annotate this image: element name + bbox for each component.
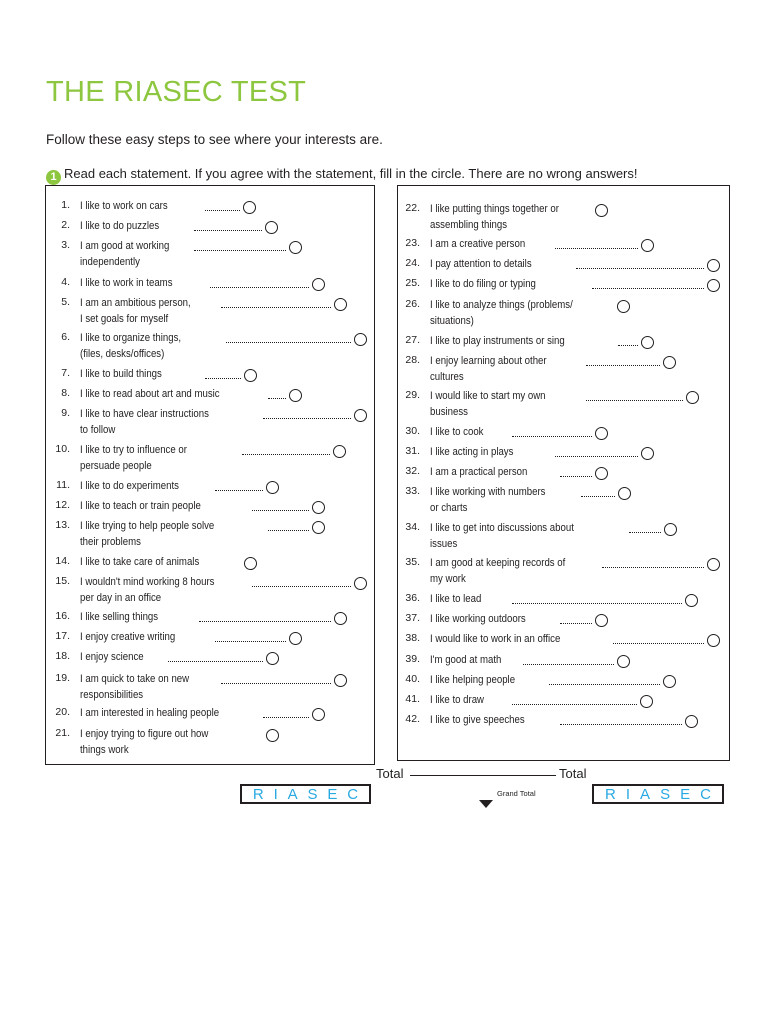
total-label-right: Total <box>559 766 587 781</box>
question-number: 39. <box>405 653 420 665</box>
question-text: I wouldn't mind working 8 hours <box>80 576 215 588</box>
answer-circle[interactable] <box>618 487 631 500</box>
question-number: 33. <box>405 485 420 497</box>
question-text: I like to do experiments <box>80 480 179 492</box>
question-text: I like to do puzzles <box>80 220 160 232</box>
question-text: I like to teach or train people <box>80 500 201 512</box>
question-number: 17. <box>55 630 70 642</box>
question-text: assembling things <box>430 219 508 231</box>
question-text: their problems <box>80 536 141 548</box>
question-text: I like to take care of animals <box>80 556 200 568</box>
riasec-totals-left <box>240 784 371 804</box>
dotted-leader <box>205 378 241 379</box>
question-text: I like to get into discussions about <box>430 522 574 534</box>
riasec-letter-i: I <box>273 785 278 803</box>
question-text: I like helping people <box>430 674 516 686</box>
answer-circle[interactable] <box>707 558 720 571</box>
dotted-leader <box>523 664 614 665</box>
question-number: 18. <box>55 650 70 662</box>
answer-circle[interactable] <box>595 614 608 627</box>
answer-circle[interactable] <box>595 467 608 480</box>
answer-circle[interactable] <box>595 204 608 217</box>
question-number: 27. <box>405 334 420 346</box>
question-text: I enjoy trying to figure out how <box>80 728 209 740</box>
question-text: I would like to start my own <box>430 390 546 402</box>
dotted-leader <box>268 530 309 531</box>
answer-circle[interactable] <box>334 298 347 311</box>
question-number: 28. <box>405 354 420 366</box>
question-number: 25. <box>405 277 420 289</box>
dotted-leader <box>221 683 332 684</box>
question-text: I am a practical person <box>430 466 528 478</box>
dotted-leader <box>205 210 240 211</box>
answer-circle[interactable] <box>641 336 654 349</box>
grand-total-label: Grand Total <box>497 789 536 798</box>
dotted-leader <box>613 643 704 644</box>
question-number: 11. <box>56 479 70 491</box>
question-text: I am quick to take on new <box>80 673 190 685</box>
answer-circle[interactable] <box>312 521 325 534</box>
riasec-letter-i: I <box>625 785 631 803</box>
question-text: I like to draw <box>430 694 485 706</box>
intro-text: Follow these easy steps to see where your interests are. <box>46 132 383 147</box>
question-number: 8. <box>61 387 70 399</box>
question-text: I like to cook <box>430 426 484 438</box>
answer-circle[interactable] <box>243 201 256 214</box>
question-text: I like working with numbers <box>430 486 546 498</box>
question-text: I am good at working <box>80 240 170 252</box>
answer-circle[interactable] <box>334 674 347 687</box>
question-number: 4. <box>61 276 70 288</box>
dotted-leader <box>592 288 704 289</box>
question-number: 20. <box>55 706 70 718</box>
riasec-letter-e: E <box>327 785 338 803</box>
riasec-letter-r: R <box>252 785 264 803</box>
step-1-text: Read each statement. If you agree with the statement, fill in the circle. There are no wrong answers! <box>64 166 638 181</box>
question-text: I am interested in healing people <box>80 707 220 719</box>
answer-circle[interactable] <box>265 221 278 234</box>
dotted-leader <box>215 641 286 642</box>
answer-circle[interactable] <box>685 594 698 607</box>
question-number: 23. <box>405 237 420 249</box>
answer-circle[interactable] <box>244 369 257 382</box>
dotted-leader <box>210 287 309 288</box>
question-text: I like to give speeches <box>430 714 525 726</box>
question-text: things work <box>80 744 129 756</box>
answer-circle[interactable] <box>244 557 257 570</box>
question-text: I like to lead <box>430 593 482 605</box>
answer-circle[interactable] <box>707 259 720 272</box>
question-number: 15. <box>55 575 70 587</box>
dotted-leader <box>560 476 592 477</box>
question-text: I like selling things <box>80 611 159 623</box>
page-title: THE RIASEC TEST <box>46 76 307 108</box>
step-1-instruction <box>46 166 638 185</box>
question-text: I like to play instruments or sing <box>430 335 565 347</box>
dotted-leader <box>215 490 263 491</box>
question-text: I am good at keeping records of <box>430 557 566 569</box>
question-number: 37. <box>405 612 420 624</box>
dotted-leader <box>555 248 638 249</box>
question-text: I enjoy creative writing <box>80 631 176 643</box>
question-text: I like to organize things, <box>80 332 182 344</box>
question-number: 13. <box>55 519 70 531</box>
dotted-leader <box>581 496 615 497</box>
question-text: business <box>430 406 468 418</box>
question-number: 7. <box>61 367 70 379</box>
dotted-leader <box>221 307 332 308</box>
answer-circle[interactable] <box>312 278 325 291</box>
riasec-letter-c: C <box>347 785 359 803</box>
answer-circle[interactable] <box>312 501 325 514</box>
question-text: I would like to work in an office <box>430 633 561 645</box>
question-number: 2. <box>61 219 70 231</box>
answer-circle[interactable] <box>641 239 654 252</box>
answer-circle[interactable] <box>354 333 367 346</box>
dotted-leader <box>252 586 351 587</box>
question-text: I enjoy learning about other <box>430 355 547 367</box>
dotted-leader <box>586 400 683 401</box>
question-text: I like working outdoors <box>430 613 526 625</box>
answer-circle[interactable] <box>266 652 279 665</box>
answer-circle[interactable] <box>707 279 720 292</box>
riasec-totals-right <box>592 784 724 804</box>
answer-circle[interactable] <box>266 481 279 494</box>
answer-circle[interactable] <box>354 577 367 590</box>
dotted-leader <box>512 436 592 437</box>
dotted-leader <box>226 342 351 343</box>
question-text: I like to work in teams <box>80 277 173 289</box>
dotted-leader <box>512 704 637 705</box>
question-number: 29. <box>405 389 420 401</box>
answer-circle[interactable] <box>334 612 347 625</box>
answer-circle[interactable] <box>595 427 608 440</box>
dotted-leader <box>555 456 638 457</box>
question-number: 42. <box>405 713 420 725</box>
question-text: or charts <box>430 502 468 514</box>
dotted-leader <box>263 717 309 718</box>
answer-circle[interactable] <box>266 729 279 742</box>
question-number: 32. <box>405 465 420 477</box>
question-text: I like to read about art and music <box>80 388 220 400</box>
question-text: my work <box>430 573 466 585</box>
answer-circle[interactable] <box>686 391 699 404</box>
riasec-letter-a: A <box>287 785 298 803</box>
question-text: situations) <box>430 315 474 327</box>
dotted-leader <box>199 621 331 622</box>
dotted-leader <box>602 567 704 568</box>
question-text: cultures <box>430 371 464 383</box>
question-text: (files, desks/offices) <box>80 348 165 360</box>
dotted-leader <box>194 250 286 251</box>
question-text: I like putting things together or <box>430 203 559 215</box>
question-text: I'm good at math <box>430 654 502 666</box>
answer-circle[interactable] <box>641 447 654 460</box>
question-number: 41. <box>405 693 420 705</box>
answer-circle[interactable] <box>707 634 720 647</box>
dotted-leader <box>618 345 638 346</box>
question-text: I like to try to influence or <box>80 444 187 456</box>
question-number: 38. <box>405 632 420 644</box>
answer-circle[interactable] <box>312 708 325 721</box>
question-text: I like to analyze things (problems/ <box>430 299 573 311</box>
question-text: issues <box>430 538 458 550</box>
question-number: 21. <box>55 727 70 739</box>
answer-circle[interactable] <box>289 632 302 645</box>
question-text: I enjoy science <box>80 651 144 663</box>
question-number: 9. <box>61 407 70 419</box>
question-number: 34. <box>405 521 420 533</box>
answer-circle[interactable] <box>664 523 677 536</box>
answer-circle[interactable] <box>640 695 653 708</box>
dotted-leader <box>194 230 262 231</box>
question-number: 22. <box>405 202 420 214</box>
total-label-left: Total <box>376 766 404 781</box>
dotted-leader <box>242 454 330 455</box>
question-text: I like to work on cars <box>80 200 168 212</box>
question-number: 3. <box>61 239 70 251</box>
question-number: 35. <box>405 556 420 568</box>
question-number: 36. <box>405 592 420 604</box>
dotted-leader <box>560 623 592 624</box>
dotted-leader <box>629 532 661 533</box>
question-text: I like to have clear instructions <box>80 408 209 420</box>
question-number: 16. <box>55 610 70 622</box>
question-number: 40. <box>405 673 420 685</box>
question-number: 10. <box>55 443 70 455</box>
question-number: 24. <box>405 257 420 269</box>
answer-circle[interactable] <box>617 300 630 313</box>
arrow-down-icon <box>479 800 493 808</box>
total-line <box>410 775 556 776</box>
question-number: 1. <box>61 199 70 211</box>
question-text: responsibilities <box>80 689 144 701</box>
riasec-letter-r: R <box>605 785 616 803</box>
question-text: I set goals for myself <box>80 313 169 325</box>
question-number: 14. <box>55 555 70 567</box>
riasec-letter-s: S <box>660 785 671 803</box>
question-text: to follow <box>80 424 116 436</box>
answer-circle[interactable] <box>289 241 302 254</box>
answer-circle[interactable] <box>685 715 698 728</box>
question-text: I like acting in plays <box>430 446 514 458</box>
dotted-leader <box>252 510 309 511</box>
dotted-leader <box>576 268 704 269</box>
dotted-leader <box>512 603 682 604</box>
question-text: I am an ambitious person, <box>80 297 191 309</box>
question-text: I am a creative person <box>430 238 526 250</box>
answer-circle[interactable] <box>663 675 676 688</box>
question-text: persuade people <box>80 460 152 472</box>
dotted-leader <box>586 365 660 366</box>
answer-circle[interactable] <box>333 445 346 458</box>
answer-circle[interactable] <box>354 409 367 422</box>
question-text: I like to do filing or typing <box>430 278 536 290</box>
question-text: I like to build things <box>80 368 162 380</box>
question-text: I pay attention to details <box>430 258 532 270</box>
riasec-letter-a: A <box>640 785 651 803</box>
question-number: 30. <box>405 425 420 437</box>
answer-circle[interactable] <box>617 655 630 668</box>
question-text: per day in an office <box>80 592 162 604</box>
dotted-leader <box>263 418 351 419</box>
question-text: independently <box>80 256 140 268</box>
riasec-letter-c: C <box>700 785 711 803</box>
riasec-letter-s: S <box>307 785 318 803</box>
answer-circle[interactable] <box>663 356 676 369</box>
question-number: 12. <box>55 499 70 511</box>
step-number-badge: 1 <box>46 170 61 185</box>
riasec-letter-e: E <box>680 785 691 803</box>
dotted-leader <box>168 661 264 662</box>
question-number: 5. <box>61 296 70 308</box>
question-number: 31. <box>405 445 420 457</box>
dotted-leader <box>560 724 682 725</box>
question-number: 19. <box>55 672 70 684</box>
dotted-leader <box>268 398 286 399</box>
question-number: 26. <box>405 298 420 310</box>
dotted-leader <box>549 684 660 685</box>
question-text: I like trying to help people solve <box>80 520 215 532</box>
question-number: 6. <box>61 331 70 343</box>
answer-circle[interactable] <box>289 389 302 402</box>
